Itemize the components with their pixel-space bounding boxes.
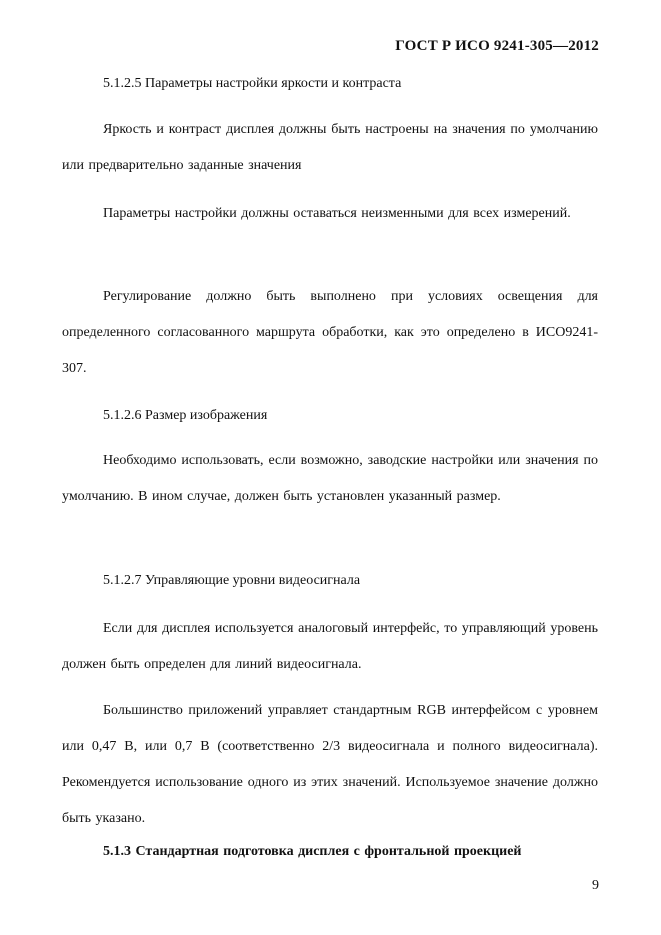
paragraph-rgb-levels: Большинство приложений управляет стандартным RGB интерфейсом с уровнем или 0,47 В, или 0,7 В (соответственно 2/3 видеосигнала и полного видеосигнала). Рекомендуется использование одного из этих значений. Используемое значение должно быть указано. bbox=[62, 703, 598, 826]
document-code-header: ГОСТ Р ИСО 9241-305—2012 bbox=[395, 38, 599, 54]
paragraph-settings-unchanged: Параметры настройки должны оставаться неизменными для всех измерений. bbox=[103, 206, 571, 221]
paragraph-brightness-contrast: Яркость и контраст дисплея должны быть настроены на значения по умолчанию или предварительно заданные значения bbox=[62, 122, 598, 173]
paragraph-regulation-lighting: Регулирование должно быть выполнено при условиях освещения для определенного согласованного маршрута обработки, как это определено в ИСО9241-307. bbox=[62, 289, 598, 376]
page-number: 9 bbox=[592, 878, 599, 893]
section-heading-5-1-2-5: 5.1.2.5 Параметры настройки яркости и контраста bbox=[103, 76, 402, 91]
section-heading-5-1-3: 5.1.3 Стандартная подготовка дисплея с фронтальной проекцией bbox=[103, 844, 522, 859]
section-heading-5-1-2-7: 5.1.2.7 Управляющие уровни видеосигнала bbox=[103, 573, 361, 588]
paragraph-analog-interface: Если для дисплея используется аналоговый интерфейс, то управляющий уровень должен быть определен для линий видеосигнала. bbox=[62, 621, 598, 672]
section-heading-5-1-2-6: 5.1.2.6 Размер изображения bbox=[103, 408, 268, 423]
paragraph-image-size: Необходимо использовать, если возможно, заводские настройки или значения по умолчанию. В ином случае, должен быть установлен указанный размер. bbox=[62, 453, 598, 504]
